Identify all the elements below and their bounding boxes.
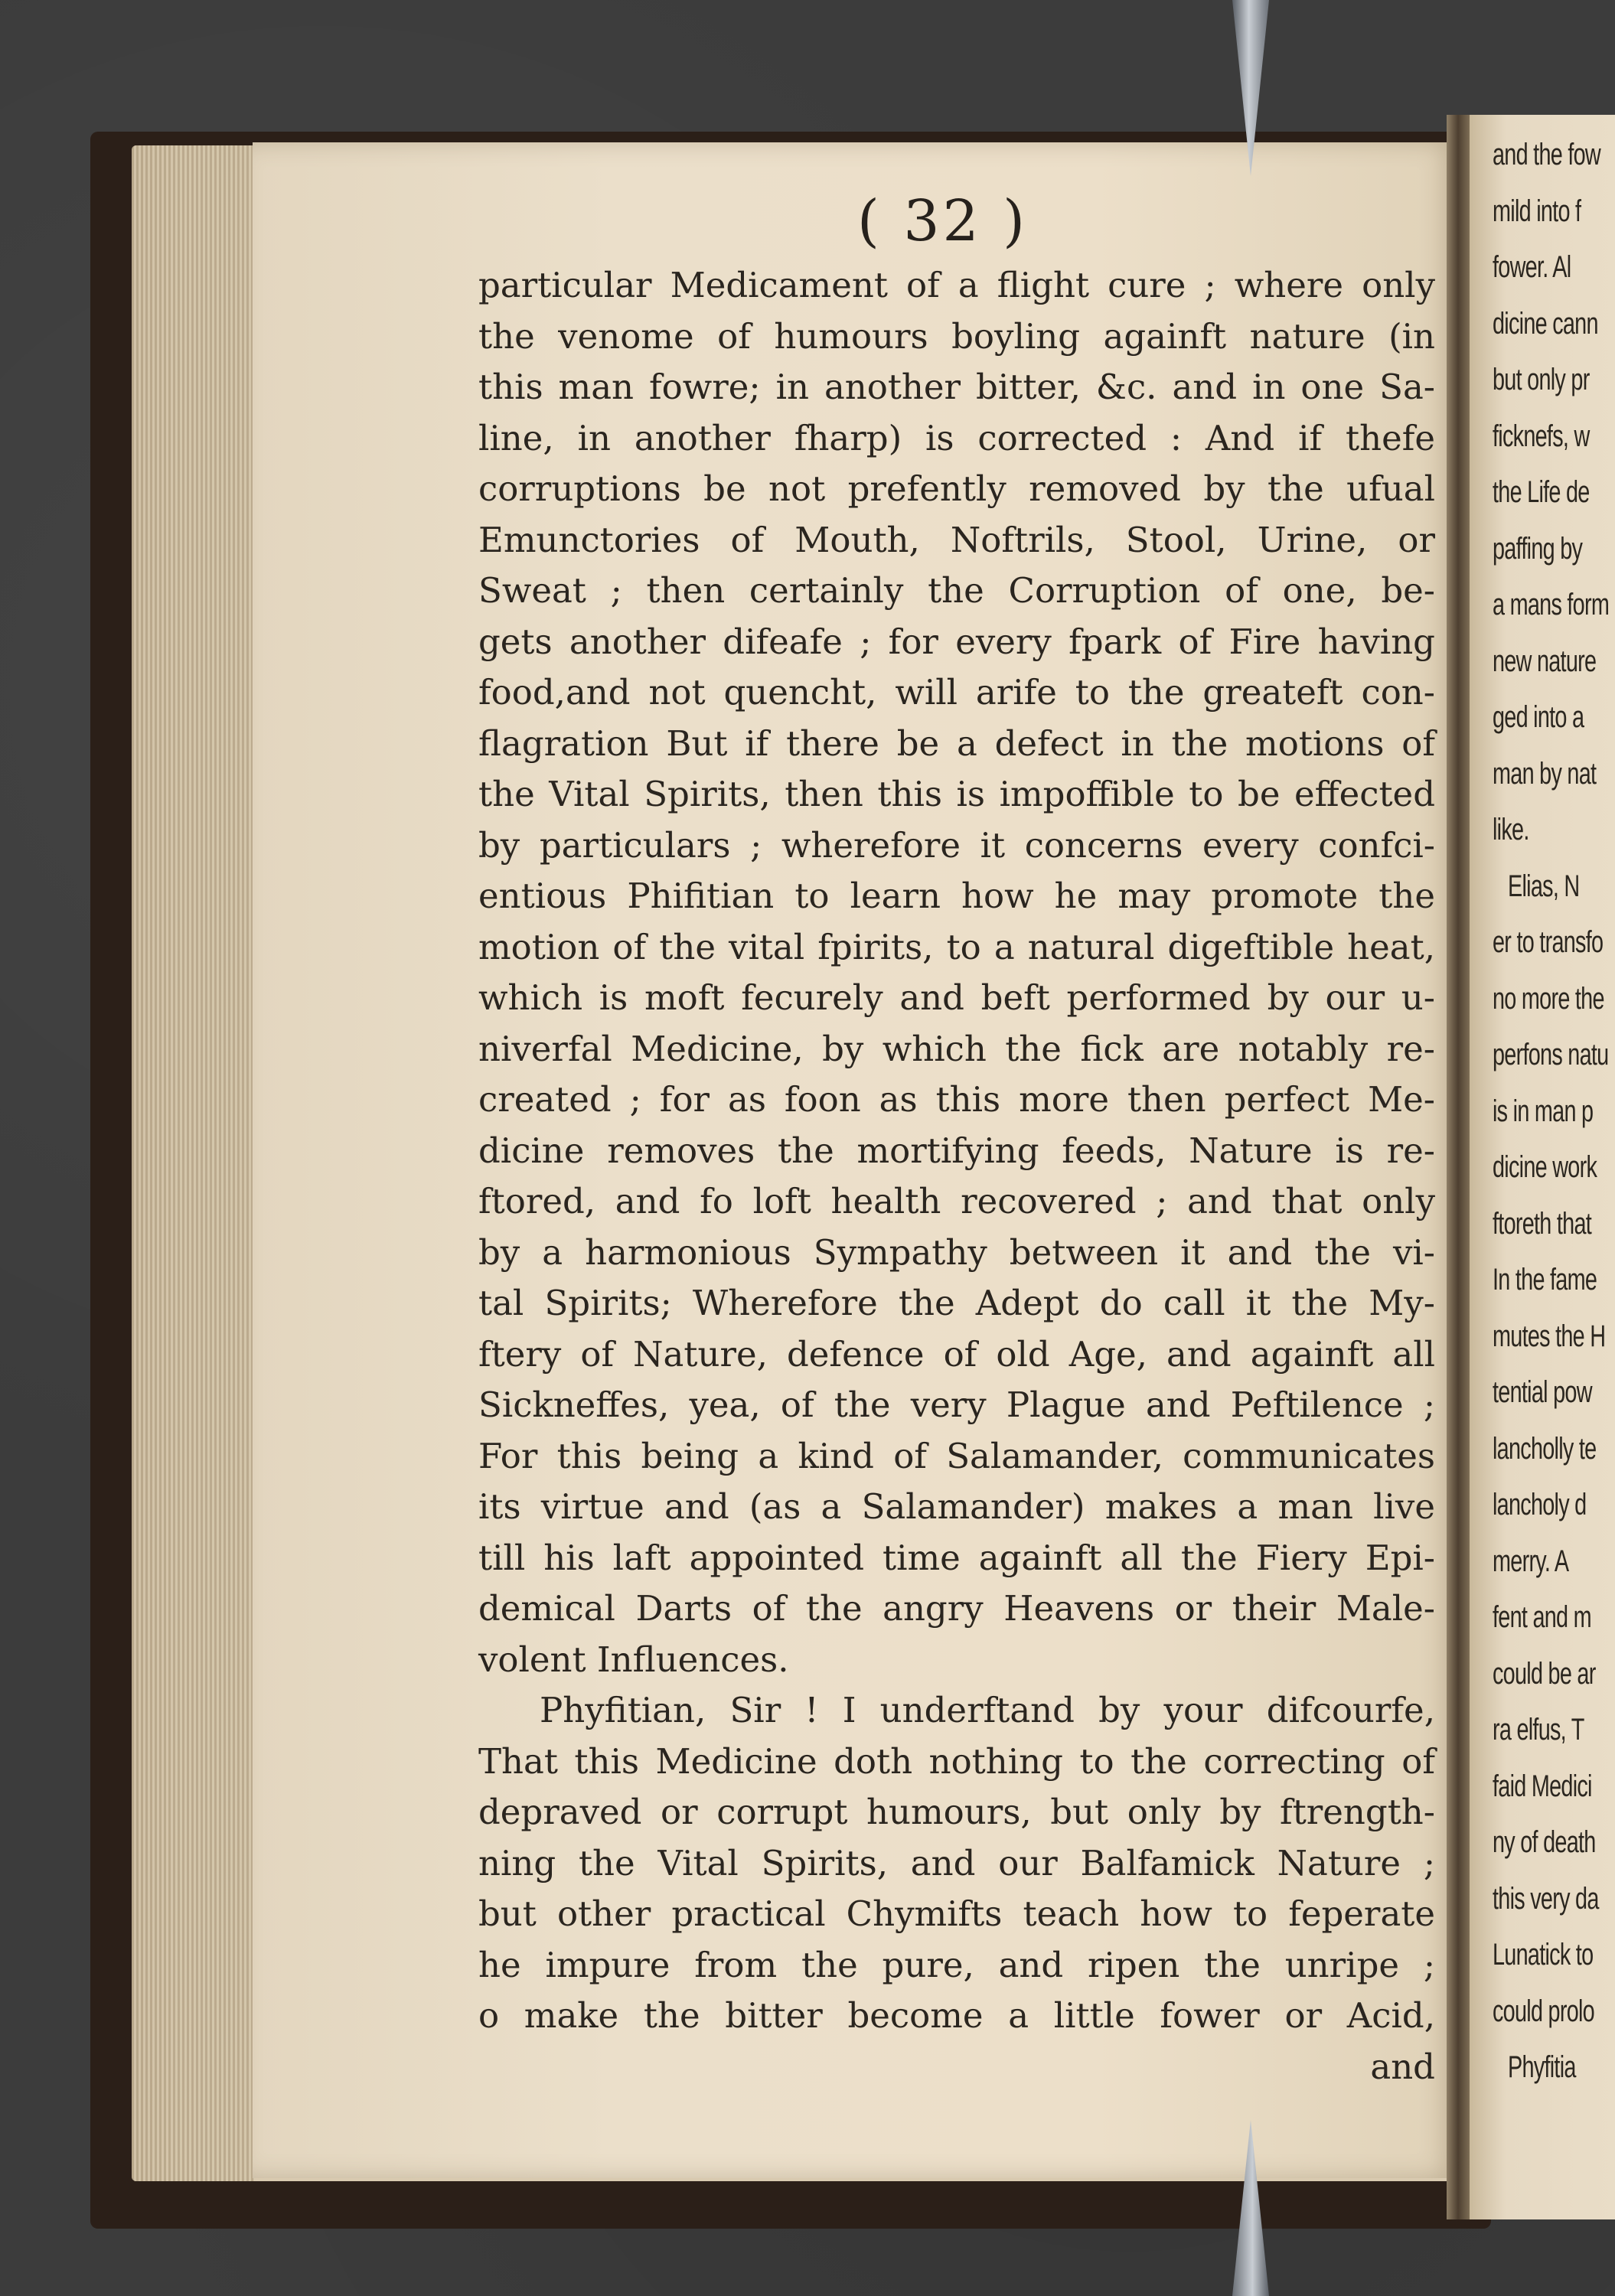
right-page-line: a mans form <box>1493 588 1610 621</box>
right-page-line: mild into f <box>1493 194 1581 228</box>
text-line: particular Medicament of a flight cure ; where only <box>478 265 1435 305</box>
text-line: Sweat ; then certainly the Corruption of one, be- <box>478 570 1435 611</box>
text-line: gets another difeafe ; for every fpark of Fire having <box>478 621 1435 662</box>
text-line: corruptions be not prefently removed by the ufual <box>478 468 1435 509</box>
text-line: That this Medicine doth nothing to the correcting of <box>478 1740 1435 1782</box>
right-page-line: lancholly te <box>1493 1431 1597 1466</box>
right-page-line: could be ar <box>1493 1656 1596 1691</box>
text-line: Phyfitian, Sir ! I underftand by your difcourfe, <box>540 1690 1435 1730</box>
right-page-line: dicine cann <box>1493 306 1598 341</box>
text-line: o make the bitter become a little fower or Acid, <box>478 1995 1435 2036</box>
right-page-line: faid Medici <box>1493 1769 1592 1803</box>
right-page-line: like. <box>1493 813 1529 846</box>
right-page-line: new nature <box>1493 644 1597 678</box>
right-page-line: dicine work <box>1493 1150 1597 1184</box>
right-page <box>1470 115 1615 2219</box>
right-page-line: and the fow <box>1493 138 1600 171</box>
text-line: the venome of humours boyling againft nature (in <box>478 315 1435 357</box>
right-page-line: could prolo <box>1493 1994 1594 2028</box>
text-line: created ; for as foon as this more then perfect Me- <box>478 1079 1435 1120</box>
right-page-line: tential pow <box>1493 1375 1592 1409</box>
text-line: this man fowre; in another bitter, &c. and in one Sa- <box>478 367 1435 407</box>
text-line: by particulars ; wherefore it concerns every confci- <box>478 824 1435 866</box>
right-page-line: er to transfo <box>1493 925 1604 959</box>
text-line: volent Influences. <box>478 1639 789 1680</box>
text-line: and <box>1370 2046 1435 2087</box>
right-page-line: lancholy d <box>1493 1488 1587 1521</box>
text-line: its virtue and (as a Salamander) makes a man live <box>478 1486 1435 1527</box>
text-line: till his laft appointed time againft all the Fiery Epi- <box>478 1537 1435 1578</box>
right-page-line: ficknefs, w <box>1493 419 1590 453</box>
text-line: demical Darts of the angry Heavens or their Male- <box>478 1588 1435 1629</box>
text-line: Emunctories of Mouth, Noftrils, Stool, Urine, or <box>478 519 1435 560</box>
text-line: Sickneffes, yea, of the very Plague and Peftilence ; <box>478 1384 1435 1425</box>
right-page-line: no more the <box>1493 981 1604 1016</box>
text-line: food,and not quencht, will arife to the greateft con- <box>478 672 1435 713</box>
text-line: by a harmonious Sympathy between it and the vi- <box>478 1231 1435 1273</box>
text-line: line, in another fharp) is corrected : And if thefe <box>478 417 1435 458</box>
right-page-line: Lunatick to <box>1493 1938 1594 1971</box>
text-line: motion of the vital fpirits, to a natural digeftible heat, <box>478 926 1435 967</box>
right-page-line: Phyfitia <box>1508 2050 1576 2084</box>
text-line: dicine removes the mortifying feeds, Nature is re- <box>478 1130 1435 1171</box>
text-line: ftery of Nature, defence of old Age, and againft all <box>478 1333 1435 1375</box>
right-page-line: fower. Al <box>1493 250 1571 284</box>
text-line: tal Spirits; Wherefore the Adept do call it the My- <box>478 1283 1435 1323</box>
right-page-line: the Life de <box>1493 475 1590 509</box>
right-page-line: In the fame <box>1493 1263 1597 1296</box>
text-line: he impure from the pure, and ripen the unripe ; <box>478 1944 1435 1985</box>
right-page-line: perfons natu <box>1493 1038 1609 1071</box>
right-page-line: paffing by <box>1493 531 1583 566</box>
right-page-line: but only pr <box>1493 363 1590 396</box>
right-page-line: mutes the H <box>1493 1319 1606 1353</box>
right-page-line: ftoreth that <box>1493 1206 1592 1241</box>
page-text <box>478 260 1435 2092</box>
page-edges <box>132 145 254 2181</box>
book-gutter <box>1447 115 1470 2219</box>
page-number: ( 32 ) <box>857 188 1028 254</box>
right-page-line: merry. A <box>1493 1544 1569 1578</box>
right-page-line: is in man p <box>1493 1094 1594 1128</box>
text-line: entious Phifitian to learn how he may promote the <box>478 876 1435 916</box>
right-page-line: man by nat <box>1493 756 1597 791</box>
text-line: ftored, and fo loft health recovered ; and that only <box>478 1181 1435 1221</box>
right-page-line: Elias, N <box>1508 869 1580 903</box>
right-page-line: ny of death <box>1493 1825 1596 1859</box>
right-page-line: fent and m <box>1493 1600 1591 1634</box>
text-line: For this being a kind of Salamander, communicates <box>478 1435 1435 1476</box>
right-page-line: ged into a <box>1493 700 1584 734</box>
right-page-line: this very da <box>1493 1881 1599 1916</box>
text-line: niverfal Medicine, by which the fick are notably re- <box>478 1028 1435 1069</box>
text-line: ning the Vital Spirits, and our Balfamick Nature ; <box>478 1842 1435 1883</box>
text-line: depraved or corrupt humours, but only by ftrength- <box>478 1792 1435 1832</box>
text-line: flagration But if there be a defect in the motions of <box>478 722 1435 764</box>
text-line: which is moft fecurely and beft performed by our u- <box>478 977 1435 1018</box>
right-page-line: ra elfus, T <box>1493 1713 1584 1746</box>
text-line: the Vital Spirits, then this is impoffible to be effected <box>478 774 1435 814</box>
text-line: but other practical Chymifts teach how to feperate <box>478 1893 1435 1934</box>
